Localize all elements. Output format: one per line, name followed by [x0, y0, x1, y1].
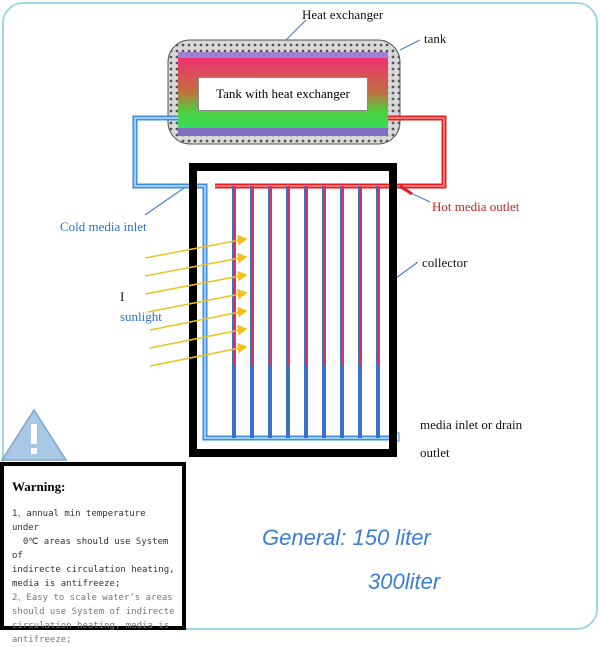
warning-item-1: 1、annual min temperature under 0℃ areas should use System of indirecte circulation heating, media is antifreeze; [12, 509, 175, 589]
tank-label: tank [424, 31, 447, 46]
tank-inner-label: Tank with heat exchanger [198, 77, 368, 111]
collector-label: collector [422, 255, 468, 270]
cold-inlet-pointer [145, 188, 184, 215]
warning-box [0, 462, 186, 645]
collector-tubes [232, 186, 380, 438]
collector-frame [193, 167, 393, 453]
drain-label-line1: media inlet or drain [420, 417, 523, 432]
warning-triangle-icon [2, 410, 66, 460]
heat-exchanger-label: Heat exchanger [302, 7, 384, 22]
heat-exchanger-bottom-band [178, 128, 388, 136]
capacity-line-1: General: 150 liter [262, 525, 431, 550]
heat-exchanger-pointer [286, 20, 306, 40]
tank-pointer [400, 40, 420, 50]
cold-inlet-label: Cold media inlet [60, 219, 147, 234]
collector-pointer [396, 262, 418, 278]
capacity-line-2: 300liter [368, 569, 441, 594]
warning-title: Warning: [12, 479, 66, 494]
drain-label-line2: outlet [420, 445, 450, 460]
sunlight-mark: I [120, 289, 125, 304]
sunlight-label: sunlight [120, 309, 162, 324]
hot-outlet-label: Hot media outlet [432, 199, 520, 214]
warning-item-2: 2、Easy to scale water’s areas should use System of indirecte circulation heating, media is antifreeze; [12, 593, 175, 645]
